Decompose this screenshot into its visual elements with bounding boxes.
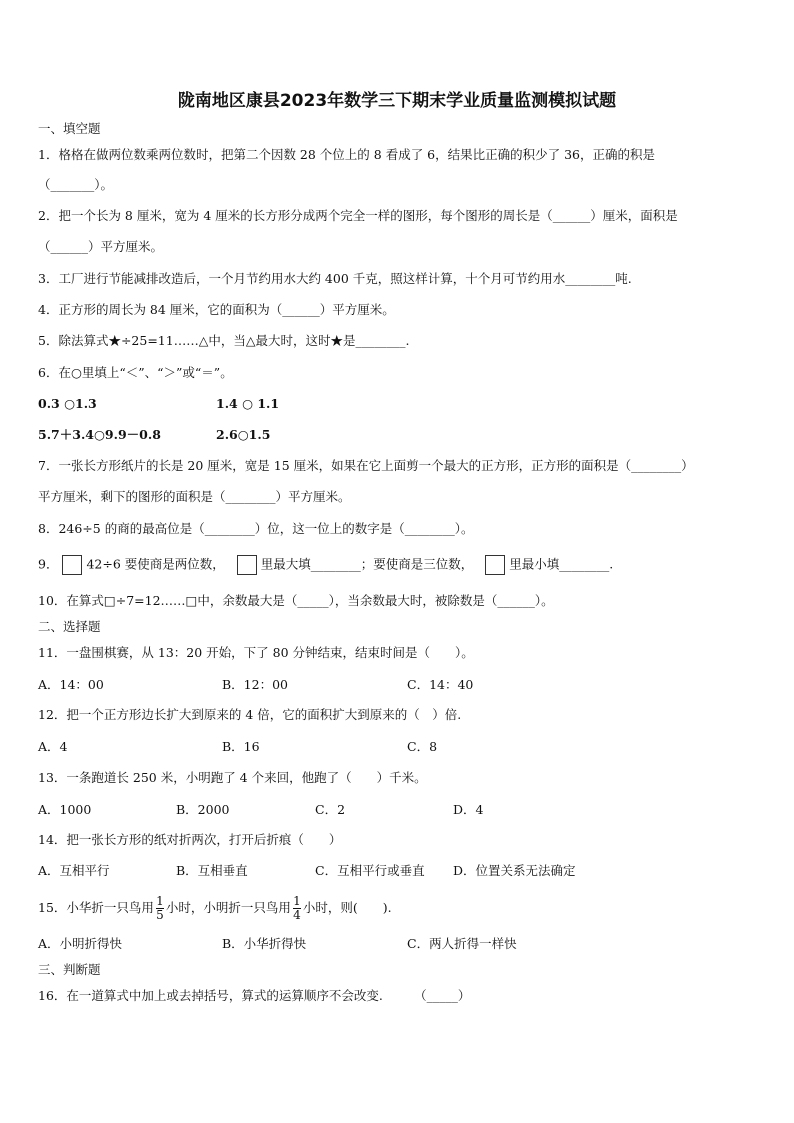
question-6-item-b: 1.4 ○ 1.1 [216, 396, 280, 411]
question-9-part-1: 42÷6 要使商是两位数， [86, 556, 225, 572]
question-6-stem: 6．在○里填上“＜”、“＞”或“＝”。 [38, 365, 233, 380]
question-9-number: 9． [38, 556, 59, 572]
question-7-line-1: 7．一张长方形纸片的长是 20 厘米，宽是 15 厘米，如果在它上面剪一个最大的正方形，正方形的面积是（________） [38, 458, 694, 473]
question-11-stem: 11．一盘围棋赛，从 13：20 开始，下了 80 分钟结束，结束时间是（ ）。 [38, 645, 474, 660]
question-13-option-a: A．1000 [38, 802, 92, 817]
question-14-option-c: C．互相平行或垂直 [315, 863, 425, 878]
question-5: 5．除法算式★÷25=11……△中，当△最大时，这时★是________. [38, 333, 410, 348]
section-choice-heading: 二、选择题 [38, 619, 101, 634]
question-16: 16．在一道算式中加上或去掉括号，算式的运算顺序不会改变. （_____） [38, 988, 471, 1003]
answer-box[interactable] [485, 555, 505, 575]
question-14-option-a: A．互相平行 [38, 863, 110, 878]
question-10: 10．在算式□÷7=12……□中，余数最大是（_____），当余数最大时，被除数是（______）。 [38, 593, 554, 608]
question-9-part-3: 里最小填________. [509, 556, 614, 572]
question-15-stem [38, 893, 392, 923]
question-11-option-c: C．14：40 [407, 677, 474, 692]
page-title: 陇南地区康县2023年数学三下期末学业质量监测模拟试题 [177, 91, 617, 111]
question-15-option-c: C．两人折得一样快 [407, 936, 517, 951]
question-13-option-d: D．4 [453, 802, 484, 817]
question-13-option-c: C．2 [315, 802, 346, 817]
question-6-item-d: 2.6○1.5 [216, 427, 271, 442]
section-judge-heading: 三、判断题 [38, 962, 101, 977]
question-1-line-1: 1．格格在做两位数乘两位数时，把第二个因数 28 个位上的 8 看成了 6，结果比正确的积少了 36，正确的积是 [38, 147, 656, 162]
question-3: 3．工厂进行节能减排改造后，一个月节约用水大约 400 千克，照这样计算，十个月可节约用水________吨. [38, 271, 632, 286]
fraction-one-fourth [293, 895, 301, 922]
question-15-part-3: 小时，则( ). [302, 900, 392, 915]
question-9 [38, 555, 613, 575]
question-12-stem: 12．把一个正方形边长扩大到原来的 4 倍，它的面积扩大到原来的（ ）倍. [38, 707, 462, 722]
question-15-option-b: B．小华折得快 [222, 936, 307, 951]
question-13-option-b: B．2000 [176, 802, 230, 817]
question-9-part-2: 里最大填________；要使商是三位数， [260, 556, 474, 572]
question-15-part-1: 15．小华折一只鸟用 [38, 900, 154, 915]
question-14-option-d: D．位置关系无法确定 [453, 863, 576, 878]
question-1-line-2: （_______）。 [38, 177, 114, 192]
fraction-numerator: 1 [156, 894, 164, 908]
answer-box[interactable] [237, 555, 257, 575]
question-8: 8．246÷5 的商的最高位是（________）位，这一位上的数字是（________）。 [38, 521, 474, 536]
question-2-line-1: 2．把一个长为 8 厘米，宽为 4 厘米的长方形分成两个完全一样的图形，每个图形的周长是（______）厘米，面积是 [38, 208, 678, 223]
question-14-stem: 14．把一张长方形的纸对折两次，打开后折痕（ ） [38, 832, 342, 847]
question-7-line-2: 平方厘米，剩下的图形的面积是（________）平方厘米。 [38, 489, 351, 504]
question-12-option-a: A．4 [38, 739, 68, 754]
fraction-denominator: 5 [156, 908, 164, 922]
question-13-stem: 13．一条跑道长 250 米，小明跑了 4 个来回，他跑了（ ）千米。 [38, 770, 427, 785]
question-11-option-b: B．12：00 [222, 677, 288, 692]
fraction-denominator: 4 [293, 908, 301, 922]
question-6-item-a: 0.3 ○1.3 [38, 396, 97, 411]
section-fill-heading: 一、填空题 [38, 121, 101, 136]
fraction-one-fifth [156, 895, 164, 922]
question-12-option-c: C．8 [407, 739, 438, 754]
question-2-line-2: （______）平方厘米。 [38, 239, 164, 254]
question-15-part-2: 小时，小明折一只鸟用 [165, 900, 291, 915]
question-11-option-a: A．14：00 [38, 677, 104, 692]
question-12-option-b: B．16 [222, 739, 260, 754]
fraction-numerator: 1 [293, 894, 301, 908]
question-15-option-a: A．小明折得快 [38, 936, 123, 951]
question-14-option-b: B．互相垂直 [176, 863, 248, 878]
question-4: 4．正方形的周长为 84 厘米，它的面积为（______）平方厘米。 [38, 302, 395, 317]
answer-box[interactable] [62, 555, 82, 575]
question-6-item-c: 5.7＋3.4○9.9－0.8 [38, 427, 161, 442]
